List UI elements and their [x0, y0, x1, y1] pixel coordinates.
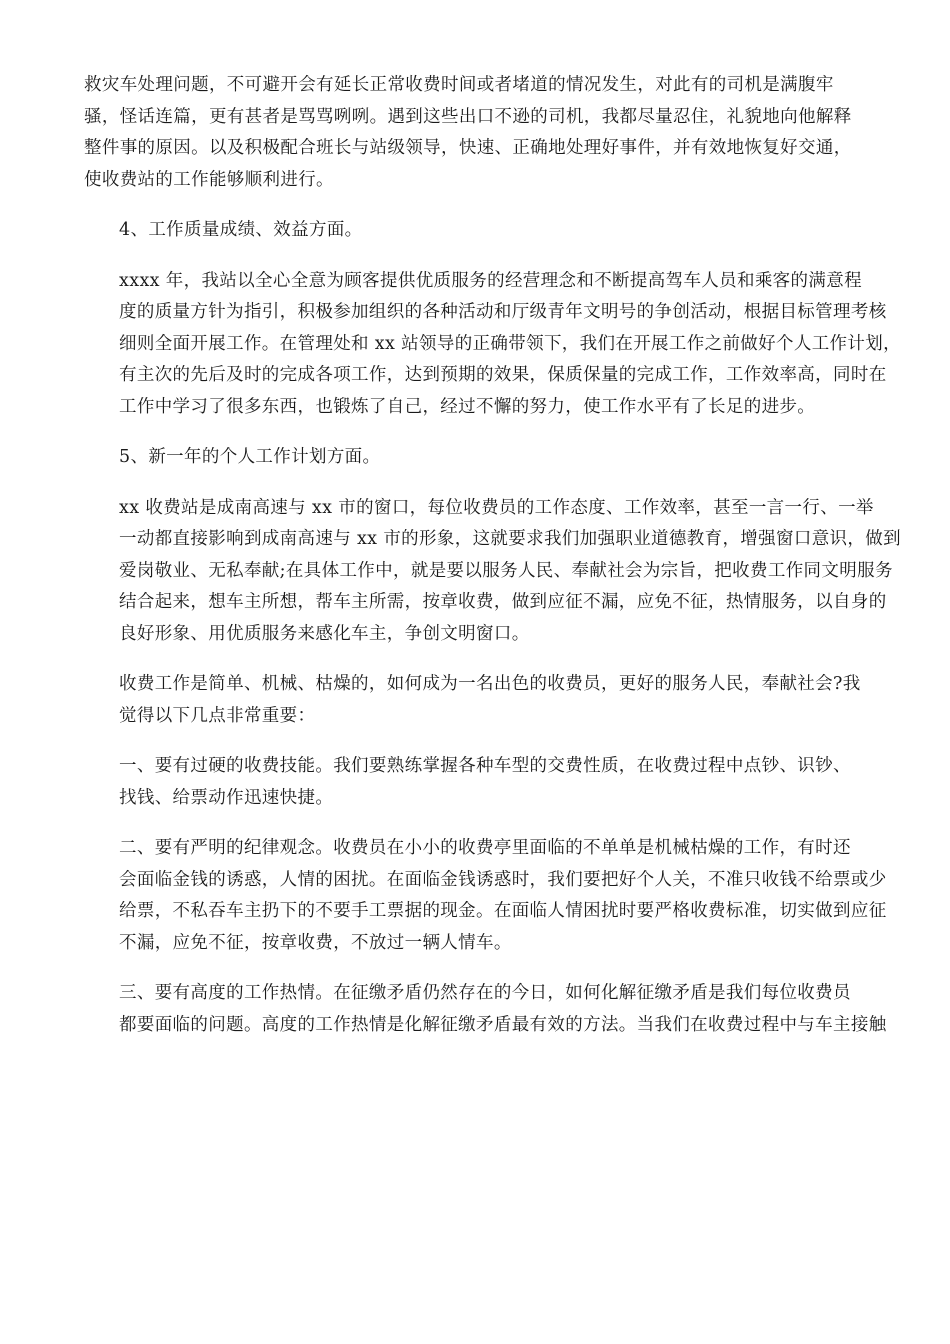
- text-line: 4、工作质量成绩、效益方面。: [119, 220, 363, 240]
- paragraph-7: [84, 751, 866, 814]
- section-heading-4: [84, 215, 866, 247]
- text-line: 良好形象、用优质服务来感化车主，争创文明窗口。: [119, 623, 530, 644]
- text-line: xxxx 年，我站以全心全意为顾客提供优质服务的经营理念和不断提高驾车人员和乘客的满意程: [119, 270, 862, 291]
- text-line: 结合起来，想车主所想，帮车主所需，按章收费，做到应征不漏，应免不征，热情服务，以自身的: [119, 592, 887, 612]
- text-line: 二、要有严明的纪律观念。收费员在小小的收费亭里面临的不单单是机械枯燥的工作，有时还: [119, 838, 851, 858]
- text-line: xx 收费站是成南高速与 xx 市的窗口，每位收费员的工作态度、工作效率，甚至一言一行、一举: [119, 497, 874, 518]
- text-line: 骚，怪话连篇，更有甚者是骂骂咧咧。遇到这些出口不逊的司机，我都尽量忍住，礼貌地向他解释: [84, 106, 852, 127]
- paragraph-9: [84, 978, 887, 1041]
- text-line: 有主次的先后及时的完成各项工作，达到预期的效果，保质保量的完成工作，工作效率高，同时在: [119, 365, 887, 385]
- document-page: [84, 70, 901, 1060]
- text-line: 找钱、给票动作迅速快捷。: [119, 787, 334, 808]
- text-line: 救灾车处理问题，不可避开会有延长正常收费时间或者堵道的情况发生，对此有的司机是满腹牢: [84, 75, 834, 95]
- text-line: 5、新一年的个人工作计划方面。: [119, 447, 381, 467]
- text-line: 爱岗敬业、无私奉献;在具体工作中，就是要以服务人民、奉献社会为宗旨，把收费工作同文明服务: [119, 560, 893, 581]
- text-line: 会面临金钱的诱惑，人情的困扰。在面临金钱诱惑时，我们要把好个人关，不准只收钱不给票或少: [119, 869, 887, 890]
- text-line: 度的质量方针为指引，积极参加组织的各种活动和厅级青年文明号的争创活动，根据目标管理考核: [119, 302, 887, 322]
- text-line: 觉得以下几点非常重要：: [119, 705, 316, 726]
- paragraph-3: [84, 266, 901, 424]
- text-line: 三、要有高度的工作热情。在征缴矛盾仍然存在的今日，如何化解征缴矛盾是我们每位收费员: [119, 983, 851, 1003]
- paragraph-8: [84, 833, 887, 959]
- text-line: 工作中学习了很多东西，也锻炼了自己，经过不懈的努力，使工作水平有了长足的进步。: [119, 396, 816, 417]
- text-line: 收费工作是简单、机械、枯燥的，如何成为一名出色的收费员，更好的服务人民，奉献社会?我: [119, 674, 861, 694]
- text-line: 一动都直接影响到成南高速与 xx 市的形象，这就要求我们加强职业道德教育，增强窗口意识，做到: [119, 529, 901, 549]
- text-line: 一、要有过硬的收费技能。我们要熟练掌握各种车型的交费性质，在收费过程中点钞、识钞、: [119, 756, 851, 776]
- paragraph-6: [84, 669, 866, 732]
- section-heading-5: [84, 442, 866, 474]
- text-line: 细则全面开展工作。在管理处和 xx 站领导的正确带领下，我们在开展工作之前做好个人工作计划，: [119, 333, 901, 354]
- text-line: 给票，不私吞车主扔下的不要手工票据的现金。在面临人情困扰时要严格收费标准，切实做到应征: [119, 901, 887, 921]
- text-line: 整件事的原因。以及积极配合班长与站级领导，快速、正确地处理好事件，并有效地恢复好交通，: [84, 138, 852, 158]
- text-line: 不漏，应免不征，按章收费，不放过一辆人情车。: [119, 932, 512, 953]
- text-line: 使收费站的工作能够顺利进行。: [84, 169, 334, 190]
- text-line: 都要面临的问题。高度的工作热情是化解征缴矛盾最有效的方法。当我们在收费过程中与车主接触: [119, 1014, 887, 1035]
- paragraph-5: [84, 493, 901, 651]
- paragraph-1: [84, 70, 866, 196]
